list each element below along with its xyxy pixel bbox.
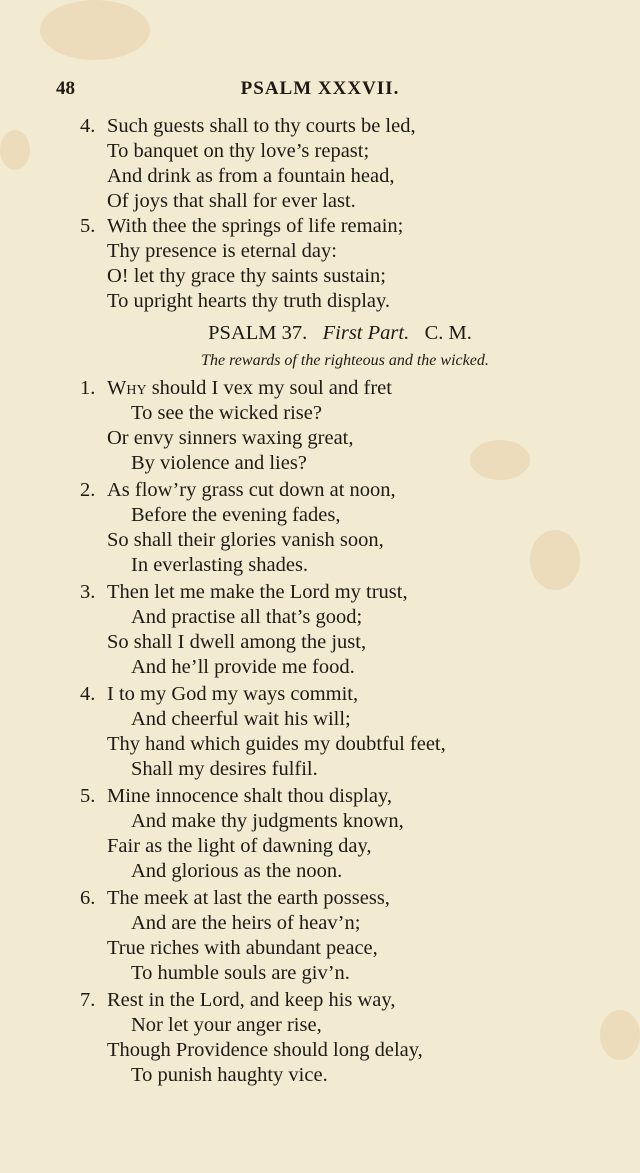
verse-line: 5. With thee the springs of life remain; xyxy=(80,215,404,237)
verse-line: Shall my desires fulfil. xyxy=(131,758,318,780)
stanza xyxy=(80,580,600,680)
verse-line: To humble souls are giv’n. xyxy=(131,962,350,984)
verse-line: To punish haughty vice. xyxy=(131,1064,328,1086)
stanza xyxy=(80,988,600,1088)
stanza xyxy=(80,682,600,782)
first-word: Why xyxy=(107,377,147,399)
verse-line: Before the evening fades, xyxy=(131,504,341,526)
running-head: PSALM XXXVII. xyxy=(240,78,400,99)
verse-line: And he’ll provide me food. xyxy=(131,656,355,678)
foxing-stain xyxy=(0,130,30,170)
verse-line: In everlasting shades. xyxy=(131,554,309,576)
page-header xyxy=(0,74,640,104)
stanza-number: 4. xyxy=(80,115,96,137)
psalm-title: PSALM 37. First Part. C. M. xyxy=(208,322,472,344)
verse-line: O! let thy grace thy saints sustain; xyxy=(107,265,386,287)
psalm-subtitle: The rewards of the righteous and the wicked. xyxy=(201,352,489,369)
foxing-stain xyxy=(40,0,150,60)
stanza xyxy=(80,114,600,214)
stanza xyxy=(80,376,600,476)
stanza-number: 4. xyxy=(80,683,96,705)
stanza-number: 6. xyxy=(80,887,96,909)
psalm-part: First Part. xyxy=(322,322,410,344)
verse-line: 5. Mine innocence shalt thou display, xyxy=(80,785,393,807)
verse-line: And practise all that’s good; xyxy=(131,606,363,628)
verse-line: Fair as the light of dawning day, xyxy=(107,835,372,857)
verse-line: So shall I dwell among the just, xyxy=(107,631,367,653)
foxing-stain xyxy=(600,1010,640,1060)
verse-line: To banquet on thy love’s repast; xyxy=(107,140,370,162)
verse-line: 6. The meek at last the earth possess, xyxy=(80,887,390,909)
verse-line: 1. Why should I vex my soul and fret xyxy=(80,377,392,399)
page-number: 48 xyxy=(56,78,75,99)
verse-line: 4. I to my God my ways commit, xyxy=(80,683,359,705)
stanza-number: 5. xyxy=(80,215,96,237)
verse-line: And make thy judgments known, xyxy=(131,810,404,832)
verse-line: And cheerful wait his will; xyxy=(131,708,351,730)
verse-line: 3. Then let me make the Lord my trust, xyxy=(80,581,408,603)
verse-line: By violence and lies? xyxy=(131,452,307,474)
verse-line: Thy presence is eternal day: xyxy=(107,240,337,262)
verse-line: And drink as from a fountain head, xyxy=(107,165,395,187)
stanza-number: 2. xyxy=(80,479,96,501)
stanza-number: 1. xyxy=(80,377,96,399)
stanza-number: 5. xyxy=(80,785,96,807)
verse-line: So shall their glories vanish soon, xyxy=(107,529,384,551)
stanza-number: 7. xyxy=(80,989,96,1011)
verse-line: Of joys that shall for ever last. xyxy=(107,190,356,212)
verse-line: 7. Rest in the Lord, and keep his way, xyxy=(80,989,396,1011)
stanza-number: 3. xyxy=(80,581,96,603)
psalm-meter: C. M. xyxy=(424,322,472,344)
verse-line: Though Providence should long delay, xyxy=(107,1039,423,1061)
verse-line: And are the heirs of heav’n; xyxy=(131,912,361,934)
stanza xyxy=(80,784,600,884)
stanza xyxy=(80,886,600,986)
stanza xyxy=(80,478,600,578)
verse-line: 4. Such guests shall to thy courts be led, xyxy=(80,115,416,137)
verse-line: Or envy sinners waxing great, xyxy=(107,427,354,449)
verse-line: True riches with abundant peace, xyxy=(107,937,378,959)
stanza xyxy=(80,214,600,314)
verse-line: And glorious as the noon. xyxy=(131,860,343,882)
verse-line: To upright hearts thy truth display. xyxy=(107,290,391,312)
page-body xyxy=(80,114,600,1088)
verse-line: Thy hand which guides my doubtful feet, xyxy=(107,733,446,755)
verse-line: To see the wicked rise? xyxy=(131,402,322,424)
verse-line: Nor let your anger rise, xyxy=(131,1014,322,1036)
verse-line: 2. As flow’ry grass cut down at noon, xyxy=(80,479,396,501)
